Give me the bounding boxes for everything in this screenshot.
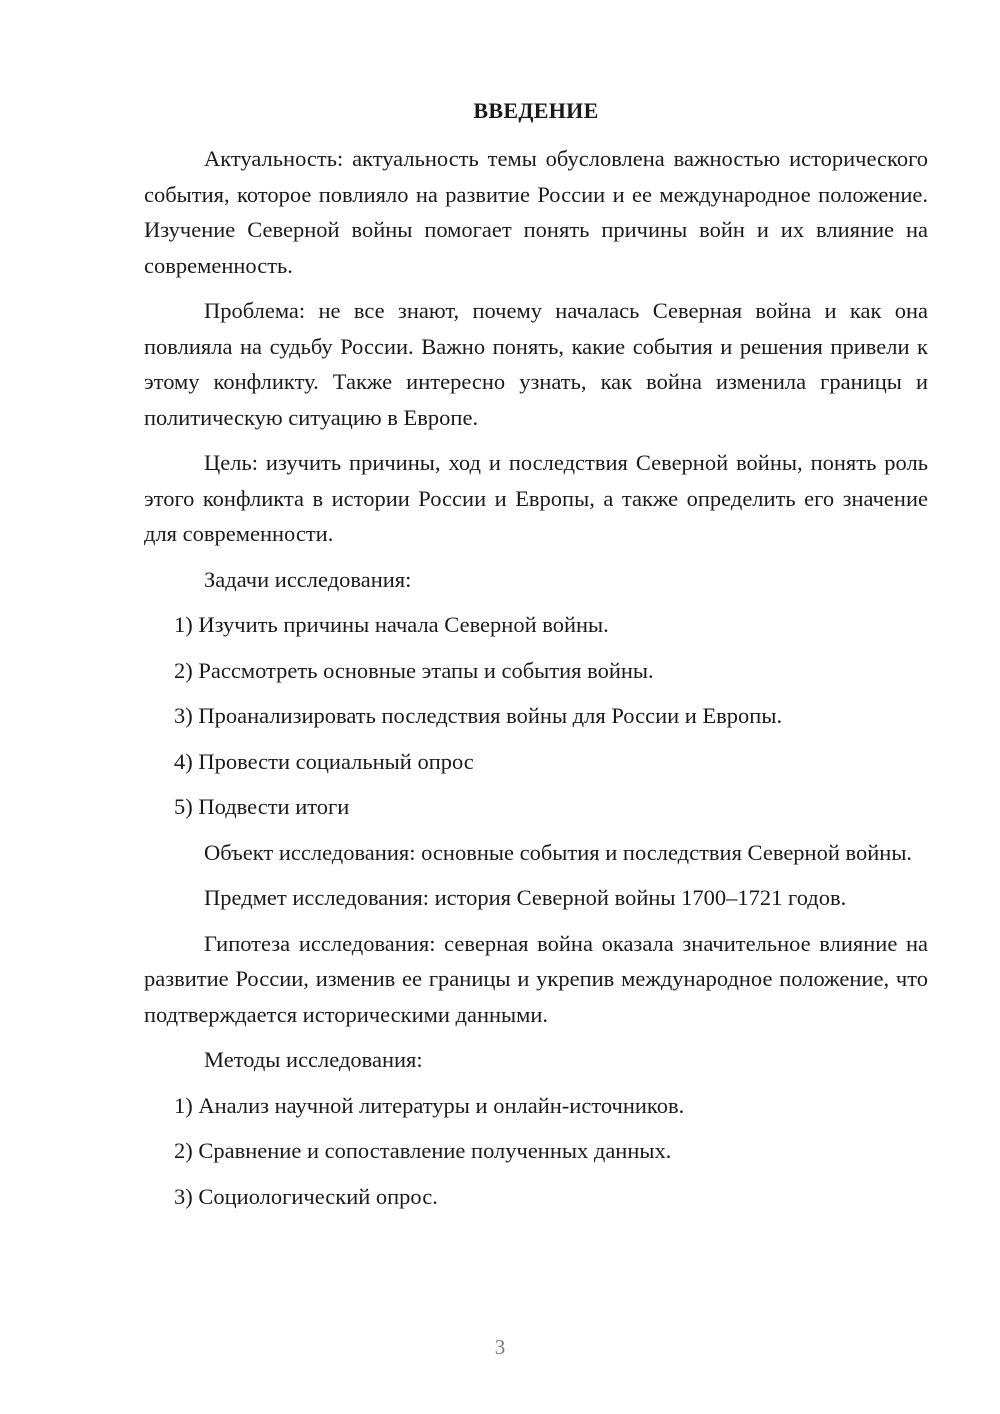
relevance-paragraph: Актуальность: актуальность темы обусловлена важностью исторического события, которое повлияло на развитие России и ее международное положение. Изучение Северной войны помогает понять причины войн и их влияние на современность. [144,146,928,278]
task-item: 2) Рассмотреть основные этапы и события войны. [174,657,654,683]
section-heading: ВВЕДЕНИЕ [473,98,599,123]
page-number: 3 [494,1335,506,1359]
goal-paragraph: Цель: изучить причины, ход и последствия Северной войны, понять роль этого конфликта в истории России и Европы, а также определить его значение для современности. [144,450,928,546]
method-item: 1) Анализ научной литературы и онлайн-источников. [174,1092,685,1118]
tasks-title: Задачи исследования: [204,566,412,592]
method-item: 2) Сравнение и сопоставление полученных данных. [174,1138,672,1163]
method-item: 3) Социологический опрос. [174,1183,438,1209]
task-item: 5) Подвести итоги [174,794,350,819]
task-item: 3) Проанализировать последствия войны для России и Европы. [174,703,783,728]
methods-title: Методы исследования: [204,1047,423,1072]
problem-paragraph: Проблема: не все знают, почему началась Северная война и как она повлияла на судьбу России. Важно понять, какие события и решения привели к этому конфликту. Также интересно узнать, как война изменила границы и политическую ситуацию в Европе. [144,298,928,430]
task-item: 1) Изучить причины начала Северной войны. [174,612,609,637]
subject-paragraph: Предмет исследования: история Северной войны 1700–1721 годов. [204,885,847,910]
object-paragraph: Объект исследования: основные события и последствия Северной войны. [204,839,913,865]
document-body [144,141,928,1224]
hypothesis-paragraph: Гипотеза исследования: северная война оказала значительное влияние на развитие России, изменив ее границы и укрепив международное положение, что подтверждается историческими данными. [144,930,928,1027]
task-item: 4) Провести социальный опрос [174,748,474,774]
